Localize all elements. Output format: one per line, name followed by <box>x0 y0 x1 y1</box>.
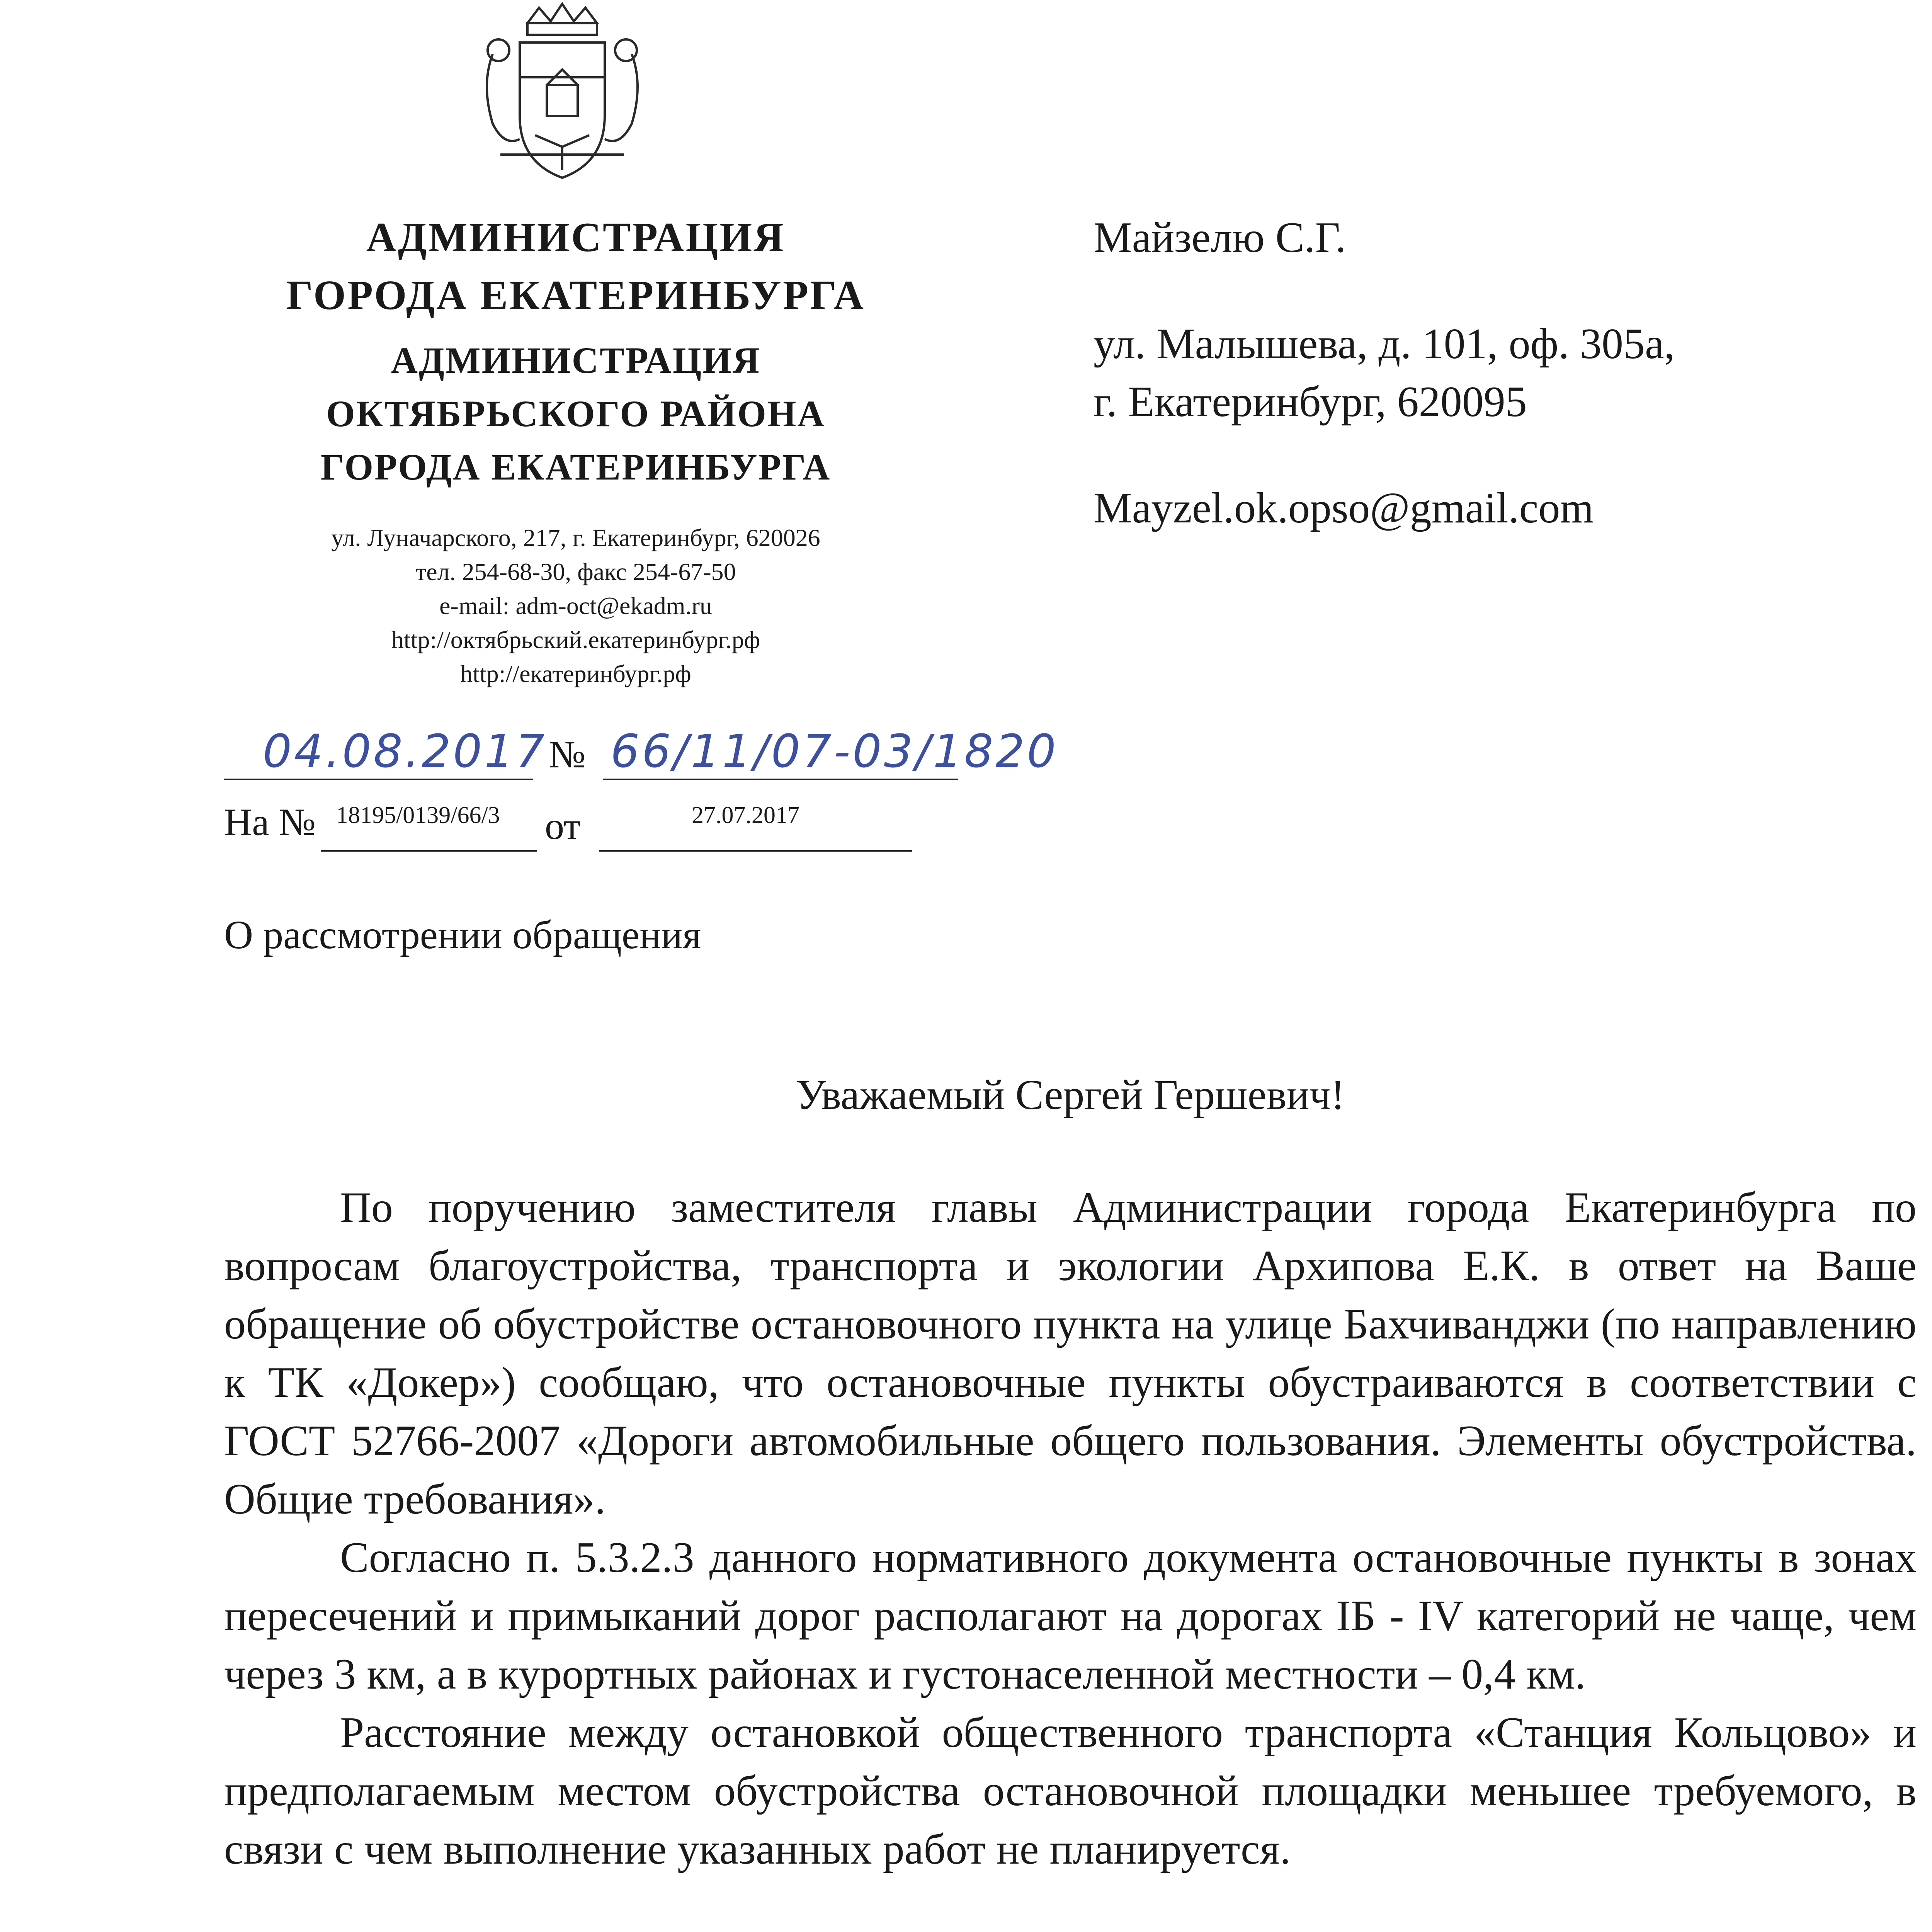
outgoing-date: 04.08.2017 <box>263 724 547 778</box>
ref-from-label: от <box>545 804 581 847</box>
body-paragraph-2: Согласно п. 5.3.2.3 данного нормативного документа остановочные пункты в зонах пересечений и примыканий дорог располагают на дорогах IБ - IV категорий не чаще, чем через 3 км, а в курортных районах и густонаселенной местности – 0,4 км. <box>224 1534 1917 1698</box>
letterhead-line-5: ГОРОДА ЕКАТЕРИНБУРГА <box>320 446 831 488</box>
outgoing-number: 66/11/07-03/1820 <box>611 724 1058 778</box>
ref-date-underline <box>599 850 912 852</box>
addressee-name: Майзелю С.Г. <box>1094 214 1346 262</box>
letterhead <box>216 209 935 691</box>
letter-body <box>224 1179 1917 1879</box>
ref-number: 18195/0139/66/3 <box>336 802 500 828</box>
coat-of-arms-emblem <box>469 0 655 189</box>
ref-label: На № <box>224 801 316 844</box>
letter-subject: О рассмотрении обращения <box>224 913 701 957</box>
ref-date: 27.07.2017 <box>692 802 799 828</box>
addressee-city: г. Екатеринбург, 620095 <box>1094 378 1527 426</box>
addressee-block <box>1094 209 1932 537</box>
date-underline <box>224 779 533 780</box>
letterhead-site-2: http://екатеринбург.рф <box>460 660 691 687</box>
letterhead-address: ул. Луначарского, 217, г. Екатеринбург, 620026 <box>331 524 820 551</box>
number-sign: № <box>549 733 586 776</box>
number-underline <box>603 779 958 780</box>
addressee-street: ул. Малышева, д. 101, оф. 305а, <box>1094 320 1675 368</box>
letterhead-line-1: АДМИНИСТРАЦИЯ <box>366 214 786 260</box>
letterhead-email: e-mail: adm-oct@ekadm.ru <box>439 592 712 619</box>
greeting: Уважаемый Сергей Гершевич! <box>796 1071 1345 1118</box>
ref-number-underline <box>321 850 537 852</box>
letterhead-line-3: АДМИНИСТРАЦИЯ <box>391 340 761 381</box>
body-paragraph-1: По поручению заместителя главы Администрации города Екатеринбурга по вопросам благоустройства, транспорта и экологии Архипова Е.К. в ответ на Ваше обращение об обустройстве остановочного пункта на улице Бахчиванджи (по направлению к ТК «Докер») сообщаю, что остановочные пункты обустраиваются в соответствии с ГОСТ 52766-2007 «Дороги автомобильные общего пользования. Элементы обустройства. Общие требования». <box>224 1184 1917 1523</box>
body-paragraph-3: Расстояние между остановкой общественного транспорта «Станция Кольцово» и предполагаемым местом обустройства остановочной площадки меньшее требуемого, в связи с чем выполнение указанных работ не планируется. <box>224 1709 1917 1873</box>
letterhead-line-2: ГОРОДА ЕКАТЕРИНБУРГА <box>286 272 865 318</box>
addressee-email: Mayzel.ok.opso@gmail.com <box>1094 484 1594 532</box>
letterhead-line-4: ОКТЯБРЬСКОГО РАЙОНА <box>326 393 825 434</box>
letterhead-site-1: http://октябрьский.екатеринбург.рф <box>391 626 760 653</box>
letterhead-phone: тел. 254-68-30, факс 254-67-50 <box>415 558 736 585</box>
